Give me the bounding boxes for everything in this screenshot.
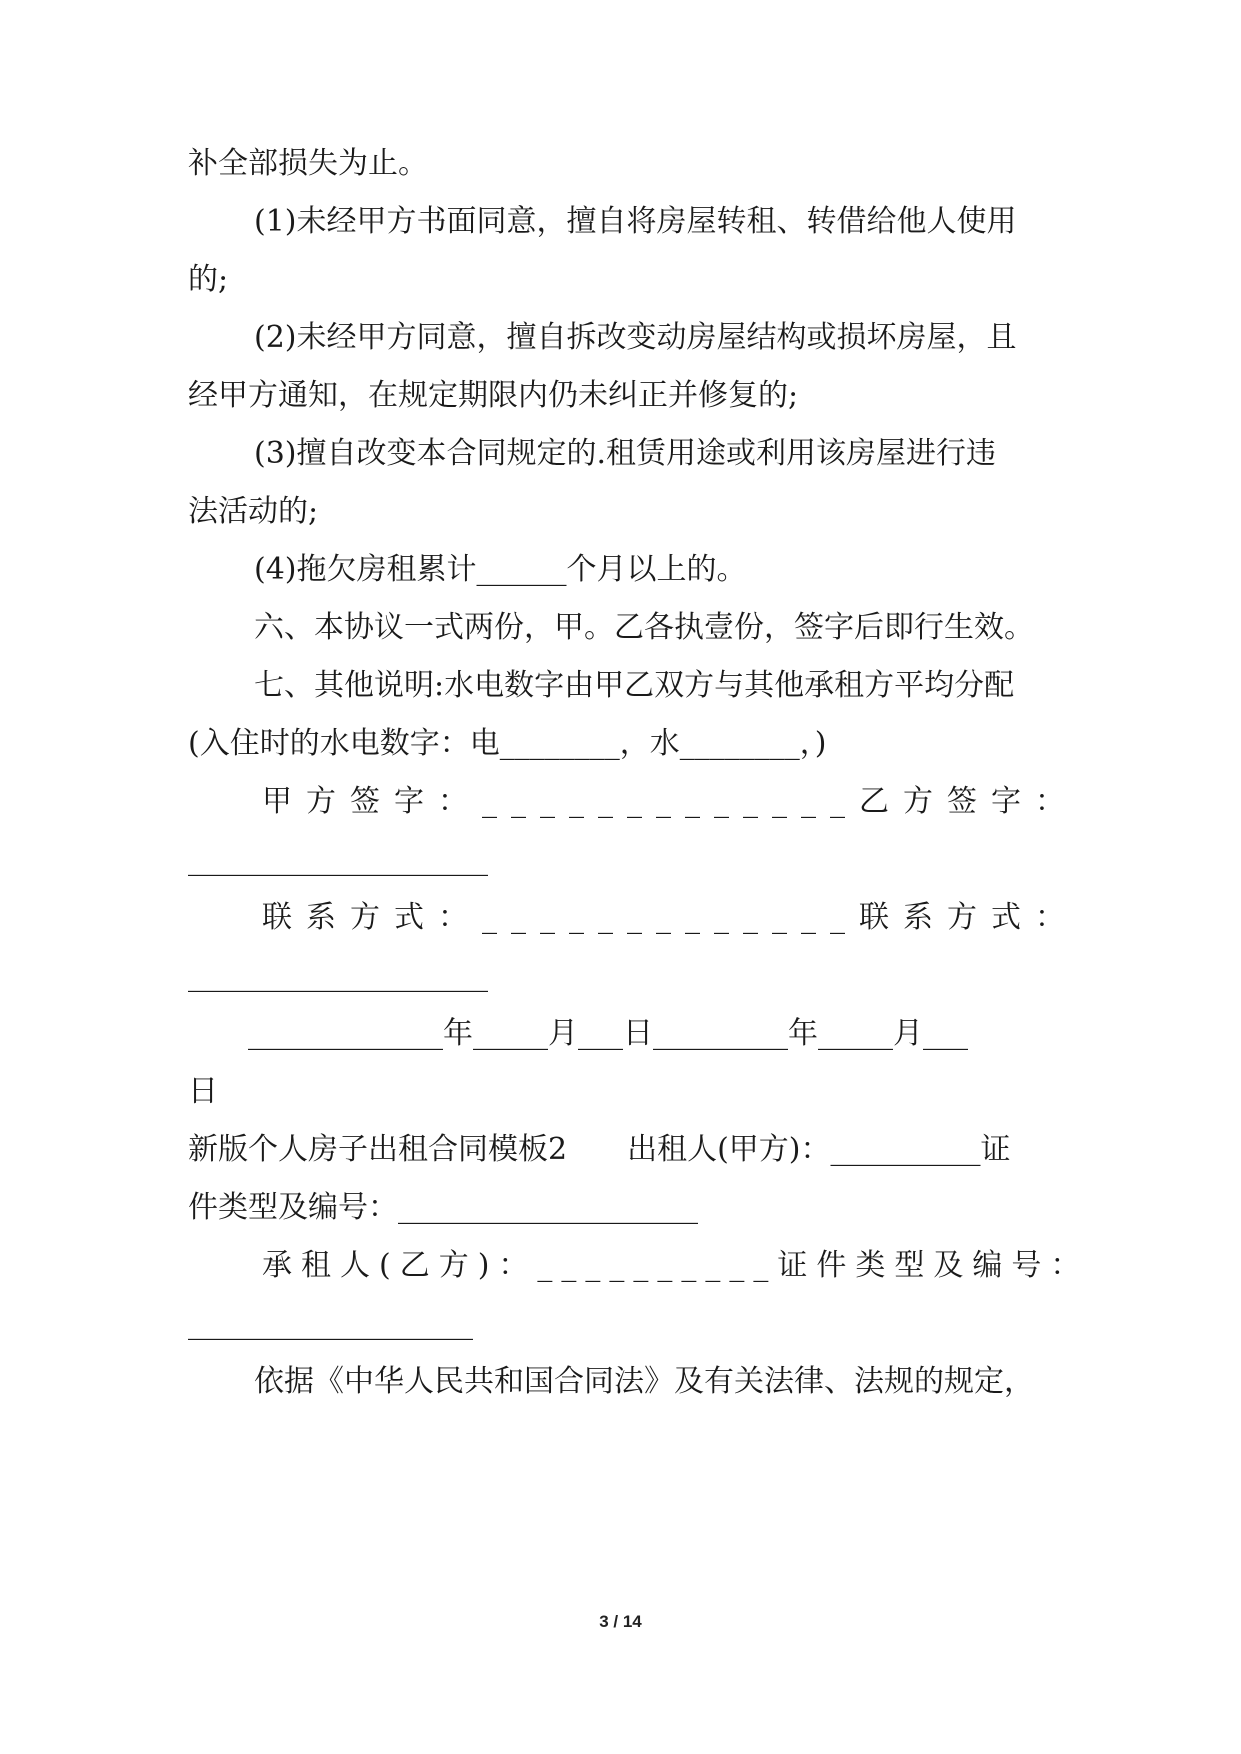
section-6-line: 六、本协议一式两份，甲。乙各执壹份，签字后即行生效。	[254, 610, 1034, 645]
date-line: _____________年_____月___日_________年_____月___	[248, 1016, 968, 1051]
id-type-line: 件类型及编号：____________________	[188, 1190, 698, 1225]
legal-basis-line: 依据《中华人民共和国合同法》及有关法律、法规的规定，	[254, 1364, 1034, 1399]
section-7-line-2: (入住时的水电数字：电________，水________，)	[188, 726, 827, 761]
page-number: 3 / 14	[599, 1612, 642, 1631]
clause-2-line-1: (2)未经甲方同意，擅自拆改变动房屋结构或损坏房屋，且	[254, 320, 1017, 355]
section-7-line-1: 七、其他说明:水电数字由甲乙双方与其他承租方平均分配	[254, 668, 1015, 703]
clause-1-line-1: (1)未经甲方书面同意，擅自将房屋转租、转借给他人使用	[254, 204, 1017, 239]
date-line-end: 日	[188, 1074, 218, 1109]
template-2-heading-line: 新版个人房子出租合同模板2 出租人(甲方)：__________证	[188, 1132, 1011, 1167]
clause-3-line-2: 法活动的;	[188, 494, 319, 529]
contact-blank-line: ____________________	[188, 958, 488, 993]
clause-2-line-2: 经甲方通知，在规定期限内仍未纠正并修复的;	[188, 378, 799, 413]
clause-1-line-2: 的;	[188, 262, 229, 297]
contact-line: 联系方式：_____________联系方式：	[262, 900, 1079, 935]
clause-3-line-1: (3)擅自改变本合同规定的.租赁用途或利用该房屋进行违	[254, 436, 997, 471]
lessee-blank-line: ___________________	[188, 1306, 473, 1341]
signature-blank-line: ____________________	[188, 842, 488, 877]
lessee-line: 承租人(乙方)：__________证件类型及编号：	[262, 1248, 1090, 1283]
signature-line: 甲方签字：_____________乙方签字：	[262, 784, 1079, 819]
clause-4-line: (4)拖欠房租累计______个月以上的。	[254, 552, 747, 587]
text-line-continuation: 补全部损失为止。	[188, 146, 428, 181]
